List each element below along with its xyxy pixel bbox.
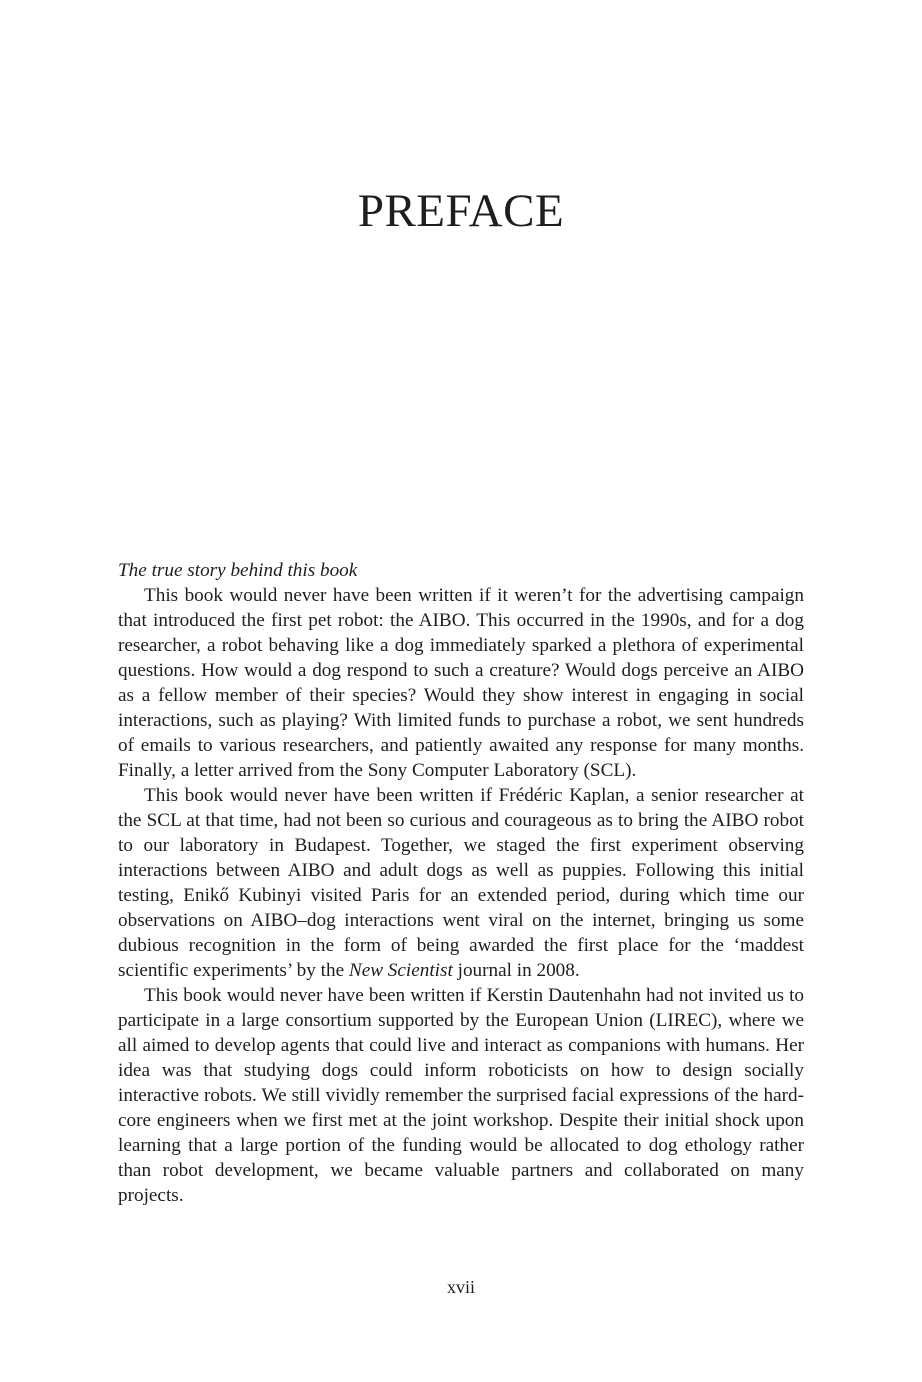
page-number: xvii <box>446 1277 475 1297</box>
journal-name: New Scientist <box>348 960 453 981</box>
paragraph-1: This book would never have been written if it weren’t for the advertising campaign that introduced the first pet robot: the AIBO. This occurred in the 1990s, and for a dog researcher, a robot behaving like a dog immediately sparked a plethora of experimental questions. How would a dog respond to such a creature? Would dogs perceive an AIBO as a fellow member of their species? Would they show interest in engaging in social interactions, such as playing? With limited funds to purchase a robot, we sent hundreds of emails to various researchers, and patiently awaited any response for many months. Finally, a letter arrived from the Sony Computer Laboratory (SCL). <box>118 585 804 781</box>
chapter-title: PREFACE <box>357 185 565 237</box>
body-text <box>118 558 804 1208</box>
paragraph-2 <box>118 783 804 983</box>
paragraph-2-text-after: journal in 2008. <box>452 960 580 981</box>
paragraph-3: This book would never have been written if Kerstin Dautenhahn had not invited us to participate in a large consortium supported by the European Union (LIREC), where we all aimed to develop agents that could live and interact as companions with humans. Her idea was that studying dogs could inform roboticists on how to design socially interactive robots. We still vividly remember the surprised facial expressions of the hard-core engineers when we first met at the joint workshop. Despite their initial shock upon learning that a large portion of the funding would be allocated to dog ethology rather than robot development, we became valuable partners and collaborated on many projects. <box>118 985 804 1206</box>
paragraph-2-text-before: This book would never have been written if Frédéric Kaplan, a senior researcher at the SCL at that time, had not been so curious and courageous as to bring the AIBO robot to our laboratory in Budapest. Together, we staged the first experiment observing interactions between AIBO and adult dogs as well as puppies. Following this initial testing, Enikő Kubinyi visited Paris for an extended period, during which time our observations on AIBO–dog interactions went viral on the internet, bringing us some dubious recognition in the form of being awarded the first place for the ‘maddest scientific experiments’ by the <box>118 785 804 981</box>
section-heading: The true story behind this book <box>118 560 358 581</box>
